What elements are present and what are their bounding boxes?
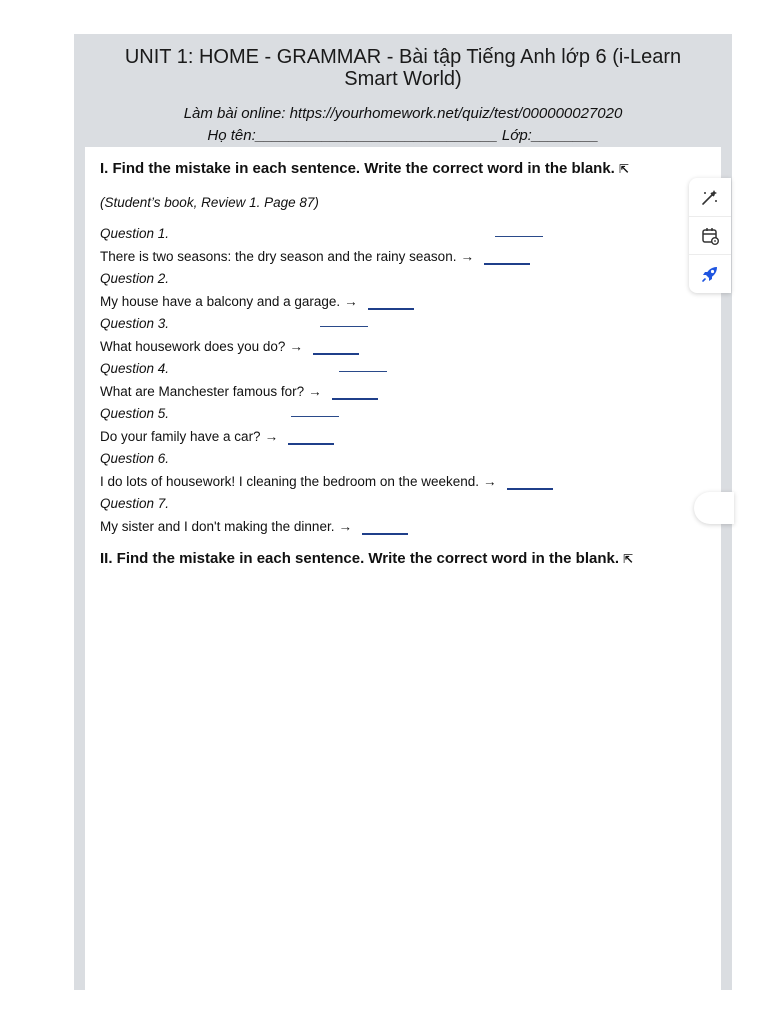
arrow-icon: →: [308, 383, 322, 399]
class-label: Lớp:: [501, 127, 532, 144]
class-blank: ________: [531, 127, 599, 144]
question-row: [100, 514, 706, 539]
arrow-icon: →: [264, 428, 279, 444]
question-text: What housework does you do?: [100, 338, 286, 354]
question-row: [100, 379, 706, 404]
arrow-icon: →: [289, 338, 303, 354]
exercise-sheet: [85, 147, 721, 990]
side-panel-handle[interactable]: [694, 492, 734, 524]
schedule-sync-button[interactable]: [689, 216, 731, 255]
answer-blank-shadow: [339, 361, 387, 372]
question-text: There is two seasons: the dry season and the rainy season.: [100, 248, 457, 264]
question-label: Question 3.: [100, 314, 706, 334]
question-row: [100, 289, 706, 314]
question-text: My sister and I don't making the dinner.: [100, 518, 335, 534]
answer-blank-shadow: [495, 226, 543, 237]
question-label: Question 6.: [100, 451, 170, 466]
document-header: [74, 34, 732, 146]
question-row: [100, 334, 706, 359]
document-page: [74, 34, 732, 990]
calendar-sync-icon: [700, 226, 720, 246]
question-label: Question 1.: [100, 224, 706, 244]
online-label: Làm bài online:: [183, 105, 286, 122]
section-2-title: [100, 549, 706, 569]
student-info-line: [74, 126, 732, 146]
name-blank: _____________________________: [255, 127, 498, 144]
source-note: (Student’s book, Review 1. Page 87): [100, 195, 319, 210]
question-row: [100, 244, 706, 269]
question-text: My house have a balcony and a garage.: [100, 293, 341, 309]
page-title: UNIT 1: HOME - GRAMMAR - Bài tập Tiếng Anh lớp 6 (i-Learn Smart World): [124, 46, 682, 90]
name-label: Họ tên:: [207, 127, 256, 144]
online-link-line: [74, 104, 732, 124]
boost-button[interactable]: [689, 254, 731, 293]
answer-input-4[interactable]: [332, 384, 378, 400]
question-text: What are Manchester famous for?: [100, 383, 305, 399]
online-url-link[interactable]: https://yourhomework.net/quiz/test/000000027020: [289, 105, 623, 122]
section-2-title-text: II. Find the mistake in each sentence. Write the correct word in the blank.: [100, 550, 620, 567]
collapse-arrow-icon[interactable]: ⇱: [618, 162, 629, 176]
arrow-icon: →: [338, 518, 352, 534]
collapse-arrow-icon[interactable]: ⇱: [623, 552, 634, 566]
question-text: Do your family have a car?: [100, 428, 261, 444]
arrow-icon: →: [483, 473, 497, 489]
question-label: Question 5.: [100, 404, 706, 424]
magic-edit-icon: [700, 187, 720, 207]
question-label: Question 7.: [100, 496, 170, 511]
question-label: Question 2.: [100, 271, 170, 286]
answer-input-3[interactable]: [313, 339, 359, 355]
arrow-icon: →: [344, 293, 358, 309]
section-1-title: [100, 159, 706, 179]
answer-input-5[interactable]: [288, 429, 334, 445]
question-label: Question 4.: [100, 359, 706, 379]
question-row: [100, 424, 706, 449]
answer-input-7[interactable]: [362, 519, 408, 535]
section-1-title-text: I. Find the mistake in each sentence. Write the correct word in the blank.: [100, 160, 615, 177]
question-row: [100, 469, 706, 494]
arrow-icon: →: [460, 248, 474, 264]
question-text: I do lots of housework! I cleaning the bedroom on the weekend.: [100, 473, 479, 489]
rocket-icon: [699, 263, 721, 285]
answer-input-6[interactable]: [507, 474, 553, 490]
answer-input-1[interactable]: [484, 249, 530, 265]
answer-input-2[interactable]: [368, 294, 414, 310]
answer-blank-shadow: [291, 406, 339, 417]
magic-edit-button[interactable]: [689, 178, 731, 216]
answer-blank-shadow: [320, 316, 368, 327]
floating-toolbar: [689, 178, 731, 293]
